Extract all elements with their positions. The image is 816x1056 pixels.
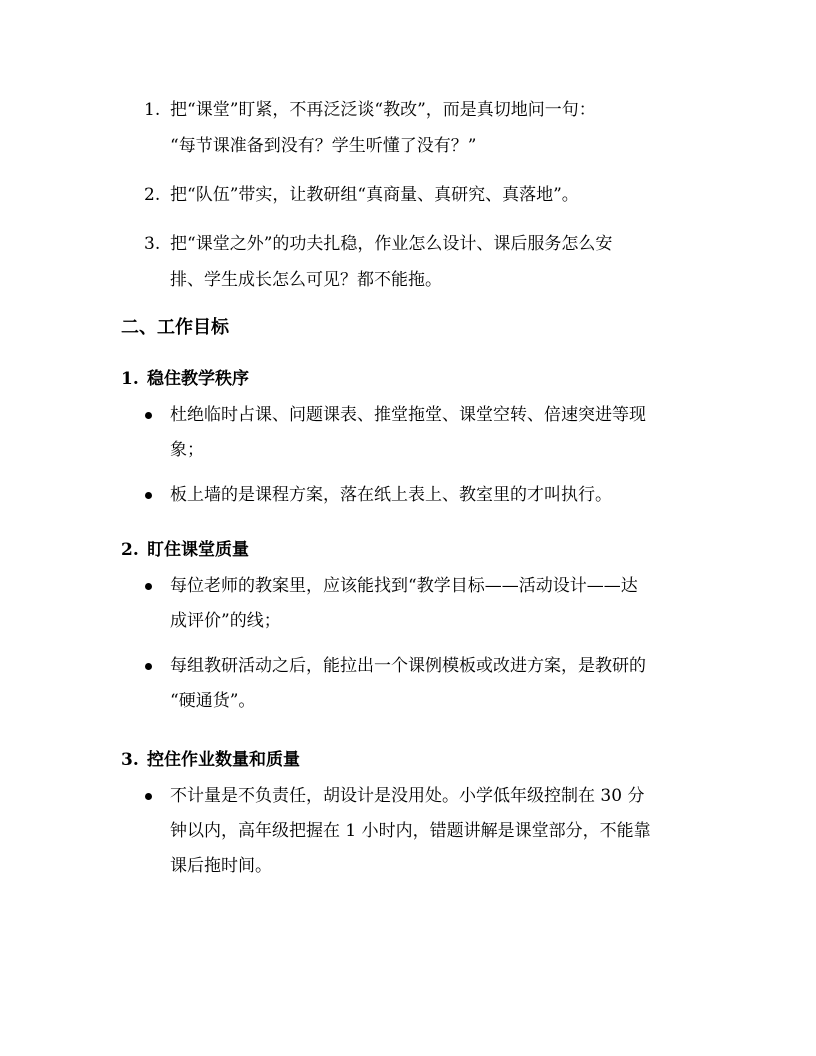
subsection-3 [121,745,701,894]
subsection-1 [121,364,701,523]
bullet-list [121,398,701,513]
bullet-item [121,779,701,884]
item-text-line: 把“课堂”盯紧，不再泛泛谈“教改”，而是真切地问一句： [170,100,596,120]
bullet-text-line: 不计量是不负责任，胡设计是没用处。小学低年级控制在 30 分 [170,786,645,806]
subsection-heading [121,745,701,775]
bullet-text-line: 成评价”的线； [170,611,281,631]
bullet-list [121,569,701,719]
bullet-text-line: “硬通货”。 [170,691,256,711]
item-number: 3. [144,234,161,254]
subsection-heading [121,535,701,565]
bullet-dot-icon [145,492,152,499]
item-text-line: 排、学生成长怎么可见？都不能拖。 [170,270,442,290]
subsection-title: 稳住教学秩序 [147,369,249,389]
bullet-item [121,649,701,719]
subsection-number: 3. [121,750,139,770]
bullet-dot-icon [145,412,152,419]
bullet-text-line: 杜绝临时占课、问题课表、推堂拖堂、课堂空转、倍速突进等现 [170,405,646,425]
bullet-item [121,398,701,468]
bullet-text-line: 课后拖时间。 [170,856,272,876]
subsection-number: 2. [121,540,139,560]
bullet-text-line: 每组教研活动之后，能拉出一个课例模板或改进方案，是教研的 [170,656,646,676]
subsection-title: 盯住课堂质量 [147,540,249,560]
section-heading: 二、工作目标 [121,317,229,338]
bullet-dot-icon [145,793,152,800]
item-text-line: 把“课堂之外”的功夫扎稳，作业怎么设计、课后服务怎么安 [170,234,613,254]
bullet-list [121,779,701,884]
subsection-title: 控住作业数量和质量 [147,750,300,770]
bullet-text-line: 象； [170,440,204,460]
item-text-line: 把“队伍”带实，让教研组“真商量、真研究、真落地”。 [170,185,579,205]
item-number: 1. [144,100,161,120]
numbered-item-2 [140,177,700,213]
bullet-item [121,478,701,513]
item-number: 2. [144,185,161,205]
numbered-item-1 [140,92,700,164]
intro-numbered-list [140,92,700,311]
subsection-2 [121,535,701,729]
bullet-item [121,569,701,639]
bullet-text-line: 钟以内，高年级把握在 1 小时内，错题讲解是课堂部分，不能靠 [170,821,651,841]
item-text-line: “每节课准备到没有？学生听懂了没有？” [170,136,477,156]
bullet-dot-icon [145,663,152,670]
subsection-heading [121,364,701,394]
subsection-number: 1. [121,369,139,389]
bullet-text-line: 每位老师的教案里，应该能找到“教学目标——活动设计——达 [170,576,638,596]
bullet-dot-icon [145,583,152,590]
bullet-text-line: 板上墙的是课程方案，落在纸上表上、教室里的才叫执行。 [170,485,612,505]
numbered-item-3 [140,226,700,298]
